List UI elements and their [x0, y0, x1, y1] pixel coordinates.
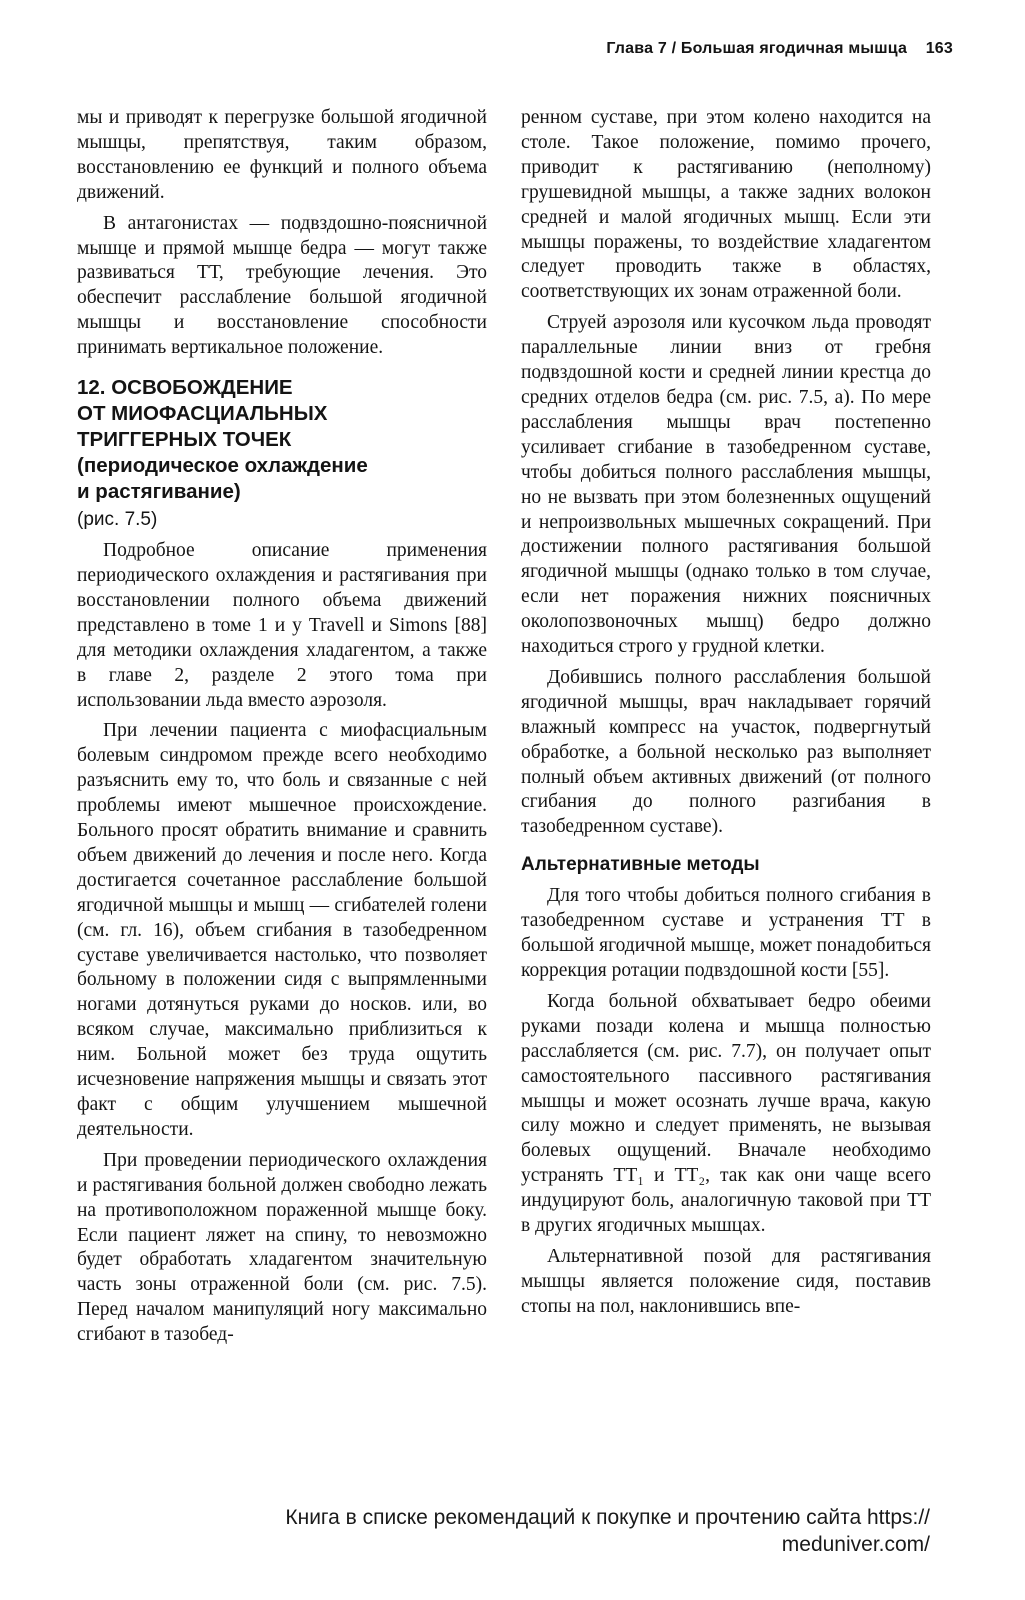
section-heading-line: (периодическое охлаждение — [77, 454, 368, 478]
site-footer-note — [150, 1504, 930, 1558]
running-title: Глава 7 / Большая ягодичная мышца — [606, 40, 908, 57]
paragraph: ренном суставе, при этом колено находится на столе. Такое положение, помимо прочего, приводит к растягиванию (неполному) грушевидной мышцы, а также задних волокон средней и малой ягодичных мышц. Если эти мышцы поражены, то воздействие хладагентом следует проводить также в областях, соответствующих их зонам отраженной боли. — [521, 107, 931, 303]
paragraph: Струей аэрозоля или кусочком льда проводят параллельные линии вниз от гребня подвздошной кости и средней линии крестца до средних отделов бедра (см. рис. 7.5, а). По мере расслабления мышцы врач постепенно усиливает сгибание в тазобедренном суставе, чтобы добиться полного расслабления мышцы, но не вызвать при этом болезненных ощущений и непроизвольных мышечных сокращений. При достижении полного растягивания большой ягодичной мышцы (однако только в том случае, если нет поражения нижних поясничных околопозвоночных мышц) бедро должно находиться строго у грудной клетки. — [521, 312, 931, 658]
section-heading-line: ОТ МИОФАСЦИАЛЬНЫХ — [77, 402, 328, 426]
section-heading-line: и растягивание) — [77, 480, 241, 504]
paragraph: Добившись полного расслабления большой ягодичной мышцы, врач накладывает горячий влажный компресс на участок, подвергнутый обработке, а больной несколько раз выполняет полный объем активных движений (от полного сгибания до полного разгибания в тазобедренном суставе). — [521, 666, 931, 838]
paragraph: Подробное описание применения периодического охлаждения и растягивания при восстановлении полного объема движений представлено в томе 1 и у Travell и Simons [88] для методики охлаждения хладагентом, а также в главе 2, разделе 2 этого тома при использовании льда вместо аэрозоля. — [77, 540, 487, 711]
right-column — [521, 106, 931, 1326]
page-number: 163 — [925, 40, 953, 57]
subsection-heading: Альтернативные методы — [521, 854, 760, 876]
running-header — [606, 40, 953, 58]
paragraph: Альтернативной позой для растягивания мышцы является положение сидя, поставив стопы на пол, наклонившись впе- — [521, 1245, 931, 1317]
section-heading-line: 12. ОСВОБОЖДЕНИЕ — [77, 376, 293, 400]
paragraph: При проведении периодического охлаждения и растягивания больной должен свободно лежать на противоположном пораженной мышце боку. Если пациент ляжет на спину, то невозможно будет обработать хладагентом значительную часть зоны отраженной боли (см. рис. 7.5). Перед началом манипуляций ногу максимально сгибают в тазобед- — [77, 1149, 487, 1346]
section-heading — [77, 375, 487, 505]
figure-reference: (рис. 7.5) — [77, 509, 158, 531]
paragraph: мы и приводят к перегрузке большой ягодичной мышцы, препятствуя, таким образом, восстановлению ее функций и полного объема движений. — [77, 107, 487, 203]
paragraph: Для того чтобы добиться полного сгибания в тазобедренном суставе и устранения ТТ в большой ягодичной мышце, может понадобиться коррекция ротации подвздошной кости [55]. — [521, 885, 931, 981]
left-column — [77, 106, 487, 1354]
footer-line: Книга в списке рекомендаций к покупке и прочтению сайта https:// — [285, 1506, 930, 1529]
section-heading-line: ТРИГГЕРНЫХ ТОЧЕК — [77, 428, 292, 452]
footer-line: meduniver.com/ — [781, 1533, 930, 1556]
paragraph: При лечении пациента с миофасциальным болевым синдромом прежде всего необходимо разъяснить ему то, что боль и связанные с ней проблемы имеют мышечное происхождение. Больного просят обратить внимание и сравнить объем движений до лечения и после него. Когда достигается сочетанное расслабление большой ягодичной мышцы и мышц — сгибателей голени (см. гл. 16), объем сгибания в тазобедренном суставе увеличивается настолько, что позволяет больному в положении сидя с выпрямленными ногами дотянуться руками до носков. или, во всяком случае, максимально приблизиться к ним. Больной может без труда ощутить исчезновение напряжения мышцы и связать этот факт с общим улучшением мышечной деятельности. — [77, 720, 487, 1140]
paragraph: Когда больной обхватывает бедро обеими руками позади колена и мышца полностью расслабляется (см. рис. 7.7), он получает опыт самостоятельного пассивного растягивания мышцы и может осознать лучше врача, какую силу можно и следует применять, не вызывая болевых ощущений. Вначале необходимо устранять ТТ₁ и ТТ₂, так как они чаще всего индуцируют боль, аналогичную таковой при ТТ в других ягодичных мышцах. — [521, 990, 931, 1237]
paragraph: В антагонистах — подвздошно-поясничной мышце и прямой мышце бедра — могут также развиваться ТТ, требующие лечения. Это обеспечит расслабление большой ягодичной мышцы и восстановление способности принимать вертикальное положение. — [77, 212, 487, 359]
